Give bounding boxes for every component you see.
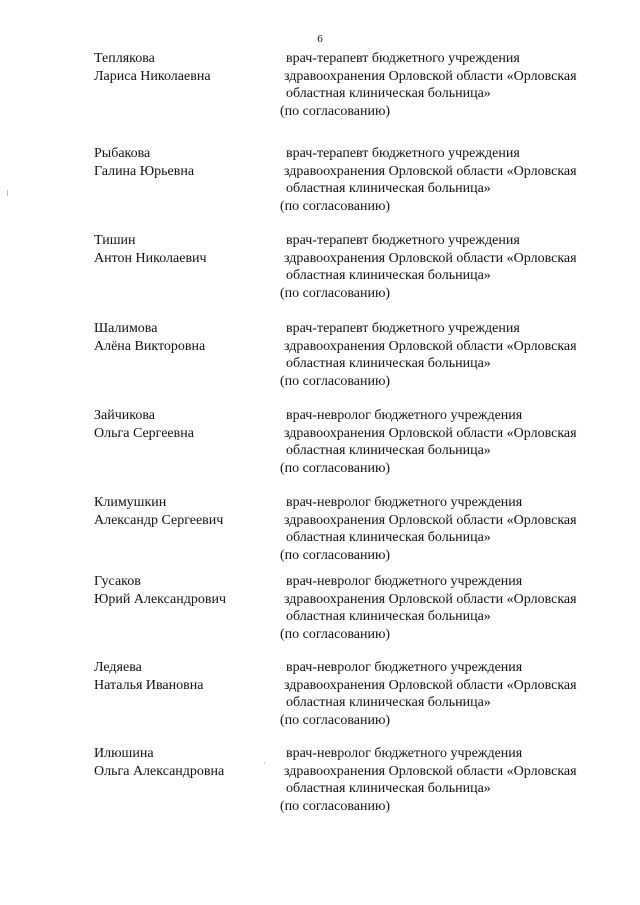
position-line: областная клиническая больница» (286, 356, 491, 371)
position-line: врач-невролог бюджетного учреждения (286, 746, 523, 761)
member-given-name: Александр Сергеевич (94, 513, 224, 528)
member-position (280, 320, 626, 390)
position-line: областная клиническая больница» (286, 181, 491, 196)
member-position (280, 573, 626, 643)
position-note: (по согласованию) (280, 547, 391, 563)
member-position (280, 494, 626, 564)
member-surname: Тишин (94, 233, 136, 248)
member-position (280, 407, 626, 477)
position-line: областная клиническая больница» (286, 443, 491, 458)
member-given-name: Алёна Викторовна (94, 339, 206, 354)
position-line: областная клиническая больница» (286, 695, 491, 710)
member-entry (0, 407, 640, 487)
member-entry (0, 320, 640, 400)
position-line: здравоохранения Орловской области «Орловская (284, 763, 577, 779)
position-line: областная клиническая больница» (286, 530, 491, 545)
member-position (280, 50, 626, 120)
member-given-name: Ольга Сергеевна (94, 426, 194, 441)
member-given-name: Наталья Ивановна (94, 678, 204, 693)
position-line: врач-терапевт бюджетного учреждения (286, 321, 520, 336)
position-line: здравоохранения Орловской области «Орловская (284, 338, 577, 354)
scan-mark (264, 762, 265, 764)
member-surname: Илюшина (94, 746, 154, 761)
position-note: (по согласованию) (280, 712, 391, 728)
position-line: врач-терапевт бюджетного учреждения (286, 51, 520, 66)
member-position (280, 145, 626, 215)
position-line: врач-невролог бюджетного учреждения (286, 408, 523, 423)
position-line: областная клиническая больница» (286, 609, 491, 624)
position-line: здравоохранения Орловской области «Орловская (284, 250, 577, 266)
position-line: врач-невролог бюджетного учреждения (286, 660, 523, 675)
member-name (94, 659, 274, 695)
position-note: (по согласованию) (280, 373, 391, 389)
member-entry (0, 659, 640, 739)
position-note: (по согласованию) (280, 103, 391, 119)
member-surname: Ледяева (94, 660, 142, 675)
member-position (280, 232, 626, 302)
member-surname: Рыбакова (94, 146, 151, 161)
member-name (94, 145, 274, 181)
member-entry (0, 573, 640, 653)
member-surname: Климушкин (94, 495, 167, 510)
position-line: здравоохранения Орловской области «Орловская (284, 591, 577, 607)
member-surname: Гусаков (94, 574, 141, 589)
member-entry (0, 50, 640, 130)
position-note: (по согласованию) (280, 626, 391, 642)
position-line: здравоохранения Орловской области «Орловская (284, 425, 577, 441)
position-line: областная клиническая больница» (286, 86, 491, 101)
member-name (94, 494, 274, 530)
member-name (94, 50, 274, 86)
member-given-name: Лариса Николаевна (94, 69, 211, 84)
position-line: областная клиническая больница» (286, 781, 491, 796)
member-entry (0, 494, 640, 574)
member-given-name: Юрий Александрович (94, 592, 226, 607)
member-name (94, 407, 274, 443)
member-position (280, 659, 626, 729)
member-surname: Зайчикова (94, 408, 155, 423)
position-line: врач-невролог бюджетного учреждения (286, 495, 523, 510)
scan-mark (7, 190, 8, 196)
member-given-name: Антон Николаевич (94, 251, 207, 266)
position-line: врач-невролог бюджетного учреждения (286, 574, 523, 589)
position-note: (по согласованию) (280, 198, 391, 214)
position-line: здравоохранения Орловской области «Орловская (284, 163, 577, 179)
member-name (94, 320, 274, 356)
member-entry (0, 745, 640, 825)
member-entry (0, 232, 640, 312)
member-entry (0, 145, 640, 225)
position-line: областная клиническая больница» (286, 268, 491, 283)
member-name (94, 573, 274, 609)
member-given-name: Ольга Александровна (94, 764, 225, 779)
page-number: 6 (317, 33, 323, 45)
position-line: врач-терапевт бюджетного учреждения (286, 233, 520, 248)
position-note: (по согласованию) (280, 285, 391, 301)
position-note: (по согласованию) (280, 798, 391, 814)
position-line: здравоохранения Орловской области «Орловская (284, 68, 577, 84)
position-line: врач-терапевт бюджетного учреждения (286, 146, 520, 161)
member-position (280, 745, 626, 815)
position-line: здравоохранения Орловской области «Орловская (284, 512, 577, 528)
member-surname: Шалимова (94, 321, 158, 336)
member-surname: Теплякова (94, 51, 155, 66)
member-name (94, 745, 274, 781)
member-name (94, 232, 274, 268)
position-line: здравоохранения Орловской области «Орловская (284, 677, 577, 693)
position-note: (по согласованию) (280, 460, 391, 476)
member-given-name: Галина Юрьевна (94, 164, 195, 179)
